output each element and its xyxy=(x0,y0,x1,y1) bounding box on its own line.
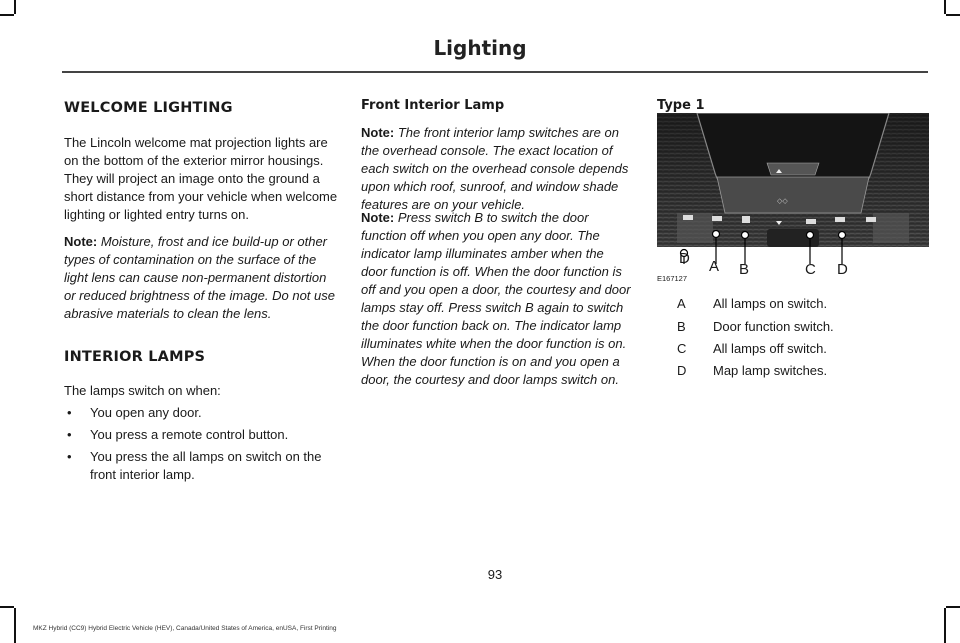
page-title: Lighting xyxy=(433,36,527,60)
note-label: Note: xyxy=(64,234,98,249)
crop-mark xyxy=(944,608,946,643)
list-item: • You open any door. xyxy=(67,405,202,420)
welcome-body: The Lincoln welcome mat projection lights are on the bottom of the exterior mirror housings. They will project an image onto the ground a short distance from your vehicle when welcome lighting or lighted entry turns on. xyxy=(64,135,338,222)
legend-value: All lamps on switch. xyxy=(713,296,828,311)
crop-mark xyxy=(14,608,16,643)
crop-mark xyxy=(946,606,960,608)
section-heading-interior: INTERIOR LAMPS xyxy=(64,349,206,365)
list-item: • You press a remote control button. xyxy=(67,427,289,442)
note-text: Press switch B to switch the door function off when you open any door. The indicator lamp illuminates amber when the door function is off. When the door function is off and you open a door, the courtesy and door lamps stay off. Press switch B again to switch the door function back on. The indicator lamp illuminates white when the door function is on. When the door function is on and you open a door, the courtesy and door lamps switch on. xyxy=(361,210,631,387)
note-text: The front interior lamp switches are on the overhead console. The exact location of each switch on the overhead console depends upon which roof, sunroof, and window shade features are on your vehicle. xyxy=(361,125,629,212)
image-code: E167127 xyxy=(657,274,688,283)
front-note-1 xyxy=(361,124,633,214)
list-item: • You press the all lamps on switch on the front interior lamp. xyxy=(67,449,322,482)
legend-value: Door function switch. xyxy=(713,319,834,334)
callout-label-d-left: D xyxy=(679,250,690,267)
legend-key: A xyxy=(677,296,686,311)
legend-key: D xyxy=(677,363,687,378)
overhead-console-illustration xyxy=(657,113,929,247)
legend-key: C xyxy=(677,341,687,356)
front-note-2 xyxy=(361,209,633,389)
callout-label-a: A xyxy=(709,258,720,275)
note-text: Moisture, frost and ice build-up or other types of contamination on the surface of the light lens can cause non-permanent distortion or reduced brightness of the image. Do not use abrasive materials to clean the lens. xyxy=(64,234,335,321)
crop-mark xyxy=(14,0,16,14)
legend-key: B xyxy=(677,319,686,334)
section-heading-welcome: WELCOME LIGHTING xyxy=(64,100,233,116)
note-label: Note: xyxy=(361,125,395,140)
callout-label-c: C xyxy=(805,261,816,278)
interior-bullet-list xyxy=(64,404,340,488)
header-rule xyxy=(62,71,928,73)
callout-label-b: B xyxy=(739,261,750,278)
crop-mark xyxy=(0,606,14,608)
footer-text: MKZ Hybrid (CC9) Hybrid Electric Vehicle (HEV), Canada/United States of America, enUSA, First Printing xyxy=(33,625,337,632)
note-label: Note: xyxy=(361,210,395,225)
crop-mark xyxy=(946,14,960,16)
crop-mark xyxy=(944,0,946,14)
section-heading-front-lamp: Front Interior Lamp xyxy=(361,98,505,113)
legend-value: All lamps off switch. xyxy=(713,341,827,356)
overhead-console-image xyxy=(657,113,929,247)
welcome-note xyxy=(64,233,338,323)
crop-mark xyxy=(0,14,14,16)
callout-leaders xyxy=(657,230,929,275)
interior-intro: The lamps switch on when: xyxy=(64,383,221,398)
svg-text:◇◇: ◇◇ xyxy=(777,197,788,205)
legend-value: Map lamp switches. xyxy=(713,363,828,378)
callout-label-d-right: D xyxy=(837,261,848,278)
figure-type-label: Type 1 xyxy=(657,98,705,113)
page-number: 93 xyxy=(487,567,503,582)
